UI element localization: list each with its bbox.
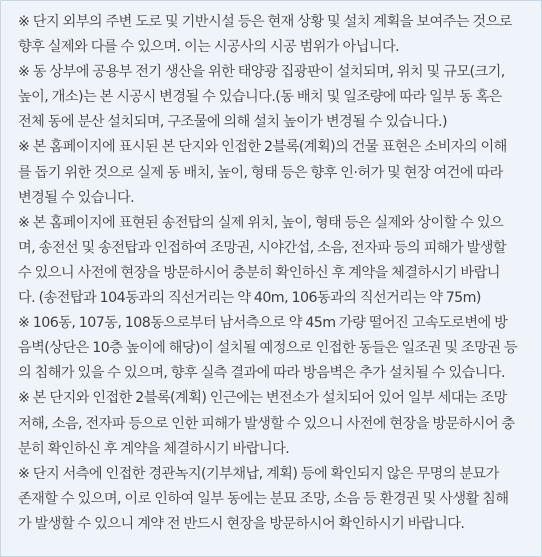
notice-line: 향후 실제와 다를 수 있으며. 이는 시공사의 시공 범위가 아닙니다. bbox=[18, 39, 400, 56]
notice-line: 변경될 수 있습니다. bbox=[18, 189, 135, 206]
notice-line: ※ 본 단지와 인접한 2블록(계획) 인근에는 변전소가 설치되어 있어 일부 세대는 조망 bbox=[18, 390, 507, 407]
notice-line: 며, 송전선 및 송전탑과 인접하여 조망권, 시야간섭, 소음, 전자파 등의 피해가 발생할 bbox=[18, 239, 507, 256]
notice-line: 저해, 소음, 전자파 등으로 인한 피해가 발생할 수 있으니 사전에 현장을 방문하시어 충 bbox=[18, 415, 515, 432]
notice-line: 전체 동에 분산 설치되며, 구조물에 의해 설치 높이가 변경될 수 있습니다.) bbox=[18, 114, 448, 131]
notice-line: 가 발생할 수 있으니 계약 전 반드시 현장을 방문하시어 확인하시기 바랍니다. bbox=[18, 515, 465, 532]
notice-line: 높이, 개소)는 본 시공시 변경될 수 있습니다.(동 배치 및 일조량에 따라 일부 동 혹은 bbox=[18, 89, 502, 106]
notice-line: ※ 본 홈페이지에 표현된 송전탑의 실제 위치, 높이, 형태 등은 실제와 상이할 수 있으 bbox=[18, 214, 504, 231]
notice-line: 분히 확인하신 후 계약을 체결하시기 바랍니다. bbox=[18, 440, 290, 457]
notice-list bbox=[18, 10, 533, 537]
notice-line: ※ 단지 서측에 인접한 경관녹지(기부채납, 계획) 등에 확인되지 않은 무명의 분묘가 bbox=[18, 465, 499, 482]
notice-line: ※ 동 상부에 공용부 전기 생산을 위한 태양광 집광판이 설치되며, 위치 및 규모(크기, bbox=[18, 64, 505, 81]
notice-line: ※ 본 홈페이지에 표시된 본 단지와 인접한 2블록(계획)의 건물 표현은 소비자의 이해 bbox=[18, 139, 507, 156]
notice-line: 음벽(상단은 10층 높이에 해당)이 설치될 예정으로 인접한 동들은 일조권 및 조망권 등 bbox=[18, 340, 518, 357]
notice-line: 의 침해가 있을 수 있으며, 향후 실측 결과에 따라 방음벽은 추가 설치될 수 있습니다. bbox=[18, 365, 506, 382]
notice-line: 수 있으니 사전에 현장을 방문하시어 충분히 확인하신 후 계약을 체결하시기 바랍니 bbox=[18, 264, 500, 281]
notice-line: ※ 106동, 107동, 108동으로부터 남서측으로 약 45m 가량 떨어진 고속도로변에 방 bbox=[18, 315, 508, 332]
notice-line: 다. (송전탑과 104동과의 직선거리는 약 40m, 106동과의 직선거리는 약 75m) bbox=[18, 290, 481, 307]
notice-line: 존재할 수 있으며, 이로 인하여 일부 동에는 분묘 조망, 소음 등 환경권 및 사생활 침해 bbox=[18, 490, 509, 507]
notice-line: ※ 단지 외부의 주변 도로 및 기반시설 등은 현재 상황 및 설치 계획을 보여주는 것으로 bbox=[18, 14, 512, 30]
notice-line: 를 돕기 위한 것으로 실제 동 배치, 높이, 형태 등은 향후 인·허가 및 현장 여건에 따라 bbox=[18, 164, 503, 181]
